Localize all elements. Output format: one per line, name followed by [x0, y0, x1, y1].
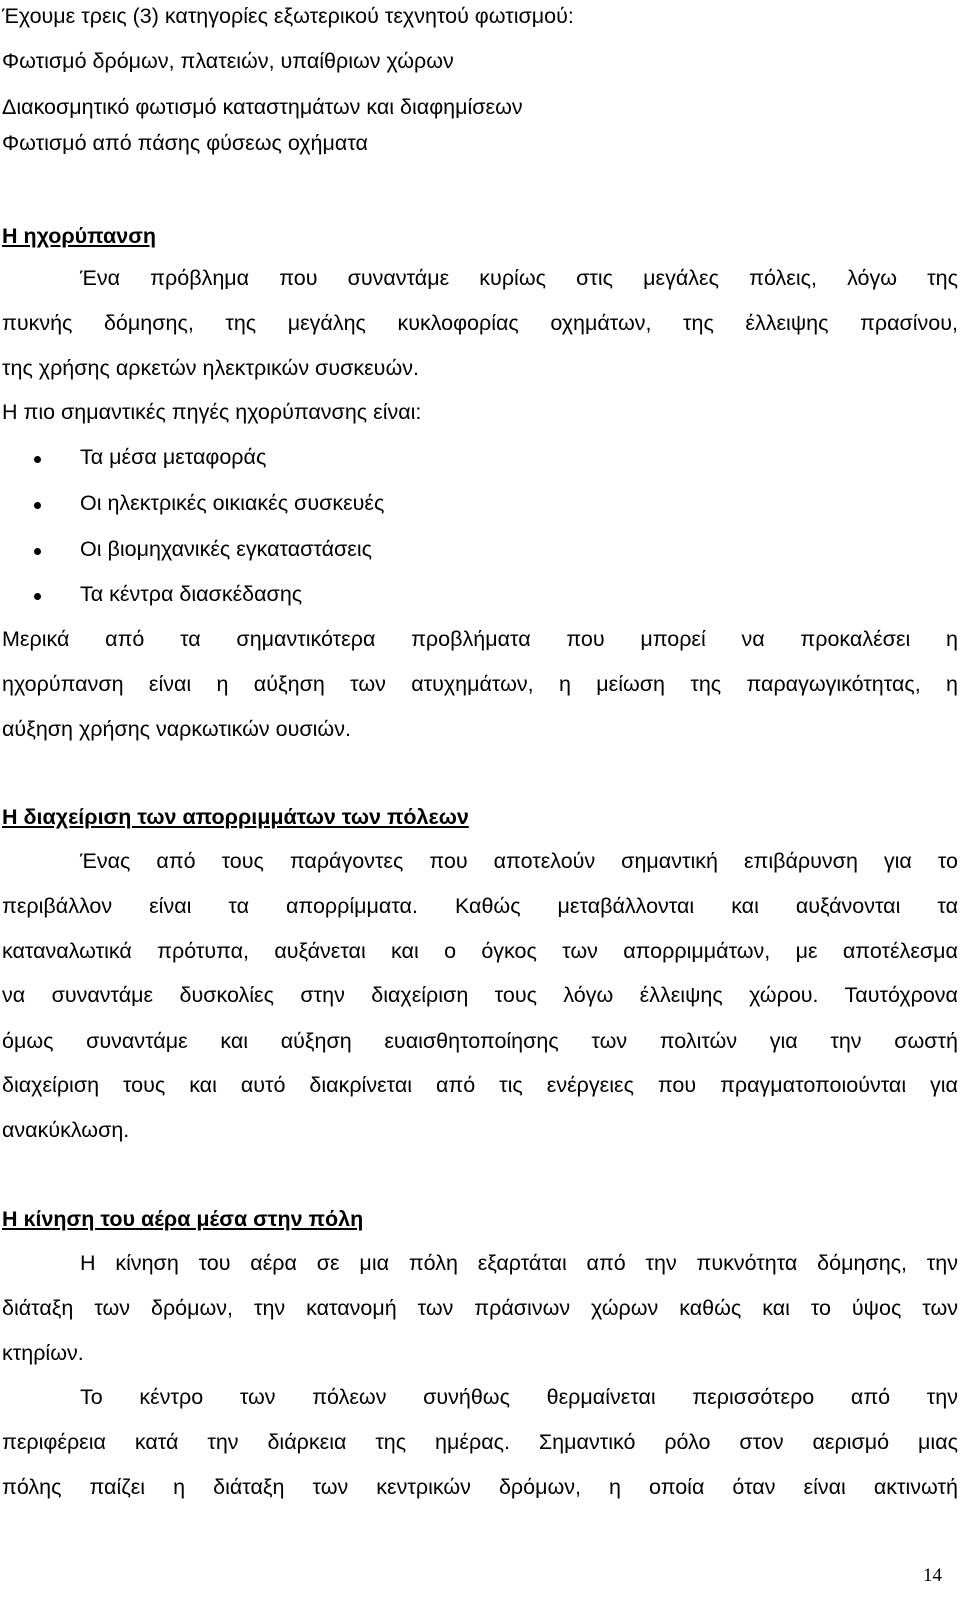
- bullet-icon: [34, 502, 41, 509]
- section-heading-air: Η κίνηση του αέρα μέσα στην πόλη: [2, 1207, 364, 1231]
- air-paragraph2-line-3: πόλης παίζει η διάταξη των κεντρικών δρόμων, η οποία όταν είναι ακτινωτή: [2, 1475, 958, 1499]
- waste-paragraph-line-4: να συναντάμε δυσκολίες στην διαχείριση τους λόγω έλλειψης χώρου. Ταυτόχρονα: [2, 983, 958, 1007]
- waste-paragraph-line-3: καταναλωτικά πρότυπα, αυξάνεται και ο όγκος των απορριμμάτων, με αποτέλεσμα: [2, 939, 958, 963]
- list-item-text: Τα κέντρα διασκέδασης: [80, 582, 303, 606]
- air-paragraph2-line-2: περιφέρεια κατά την διάρκεια της ημέρας. Σημαντικό ρόλο στον αερισμό μιας: [2, 1430, 958, 1454]
- noise-effects-line-1: Μερικά από τα σημαντικότερα προβλήματα που μπορεί να προκαλέσει η: [2, 627, 958, 651]
- list-item-text: Τα μέσα μεταφοράς: [80, 445, 267, 469]
- air-paragraph1-line-3: κτηρίων.: [2, 1341, 84, 1365]
- air-paragraph2-line-1: Το κέντρο των πόλεων συνήθως θερμαίνεται περισσότερο από την: [80, 1385, 958, 1409]
- lighting-category-1: Φωτισμό δρόμων, πλατειών, υπαίθριων χώρων: [2, 49, 454, 73]
- air-paragraph1-line-2: διάταξη των δρόμων, την κατανομή των πράσινων χώρων καθώς και το ύψος των: [2, 1296, 958, 1320]
- waste-paragraph-line-7: ανακύκλωση.: [2, 1118, 130, 1142]
- noise-paragraph-line-1: Ένα πρόβλημα που συναντάμε κυρίως στις μεγάλες πόλεις, λόγω της: [80, 266, 958, 290]
- waste-paragraph-line-1: Ένας από τους παράγοντες που αποτελούν σημαντική επιβάρυνση για το: [80, 849, 958, 873]
- noise-paragraph-line-2: πυκνής δόμησης, της μεγάλης κυκλοφορίας οχημάτων, της έλλειψης πρασίνου,: [2, 311, 958, 335]
- waste-paragraph-line-5: όμως συναντάμε και αύξηση ευαισθητοποίησης των πολιτών για την σωστή: [2, 1029, 958, 1053]
- lighting-category-2: Διακοσμητικό φωτισμό καταστημάτων και διαφημίσεων: [2, 95, 523, 119]
- noise-effects-line-2: ηχορύπανση είναι η αύξηση των ατυχημάτων, η μείωση της παραγωγικότητας, η: [2, 672, 958, 696]
- noise-paragraph-line-3: της χρήσης αρκετών ηλεκτρικών συσκευών.: [2, 356, 419, 380]
- waste-paragraph-line-6: διαχείριση τους και αυτό διακρίνεται από τις ενέργειες που πραγματοποιούνται για: [2, 1073, 958, 1097]
- lighting-category-3: Φωτισμό από πάσης φύσεως οχήματα: [2, 131, 368, 155]
- intro-title: Έχουμε τρεις (3) κατηγορίες εξωτερικού τεχνητού φωτισμού:: [2, 4, 574, 28]
- list-item-text: Οι ηλεκτρικές οικιακές συσκευές: [80, 491, 385, 515]
- waste-paragraph-line-2: περιβάλλον είναι τα απορρίμματα. Καθώς μεταβάλλονται και αυξάνονται τα: [2, 894, 958, 918]
- bullet-icon: [34, 548, 41, 555]
- air-paragraph1-line-1: Η κίνηση του αέρα σε μια πόλη εξαρτάται από την πυκνότητα δόμησης, την: [80, 1251, 958, 1275]
- section-heading-waste: Η διαχείριση των απορριμμάτων των πόλεων: [2, 805, 469, 829]
- list-item-text: Οι βιομηχανικές εγκαταστάσεις: [80, 537, 373, 561]
- section-heading-noise: Η ηχορύπανση: [2, 224, 157, 248]
- bullet-icon: [34, 456, 41, 463]
- noise-effects-line-3: αύξηση χρήσης ναρκωτικών ουσιών.: [2, 717, 351, 741]
- page-number: 14: [923, 1565, 942, 1586]
- bullet-icon: [34, 593, 41, 600]
- noise-sources-intro: Η πιο σημαντικές πηγές ηχορύπανσης είναι:: [2, 400, 422, 424]
